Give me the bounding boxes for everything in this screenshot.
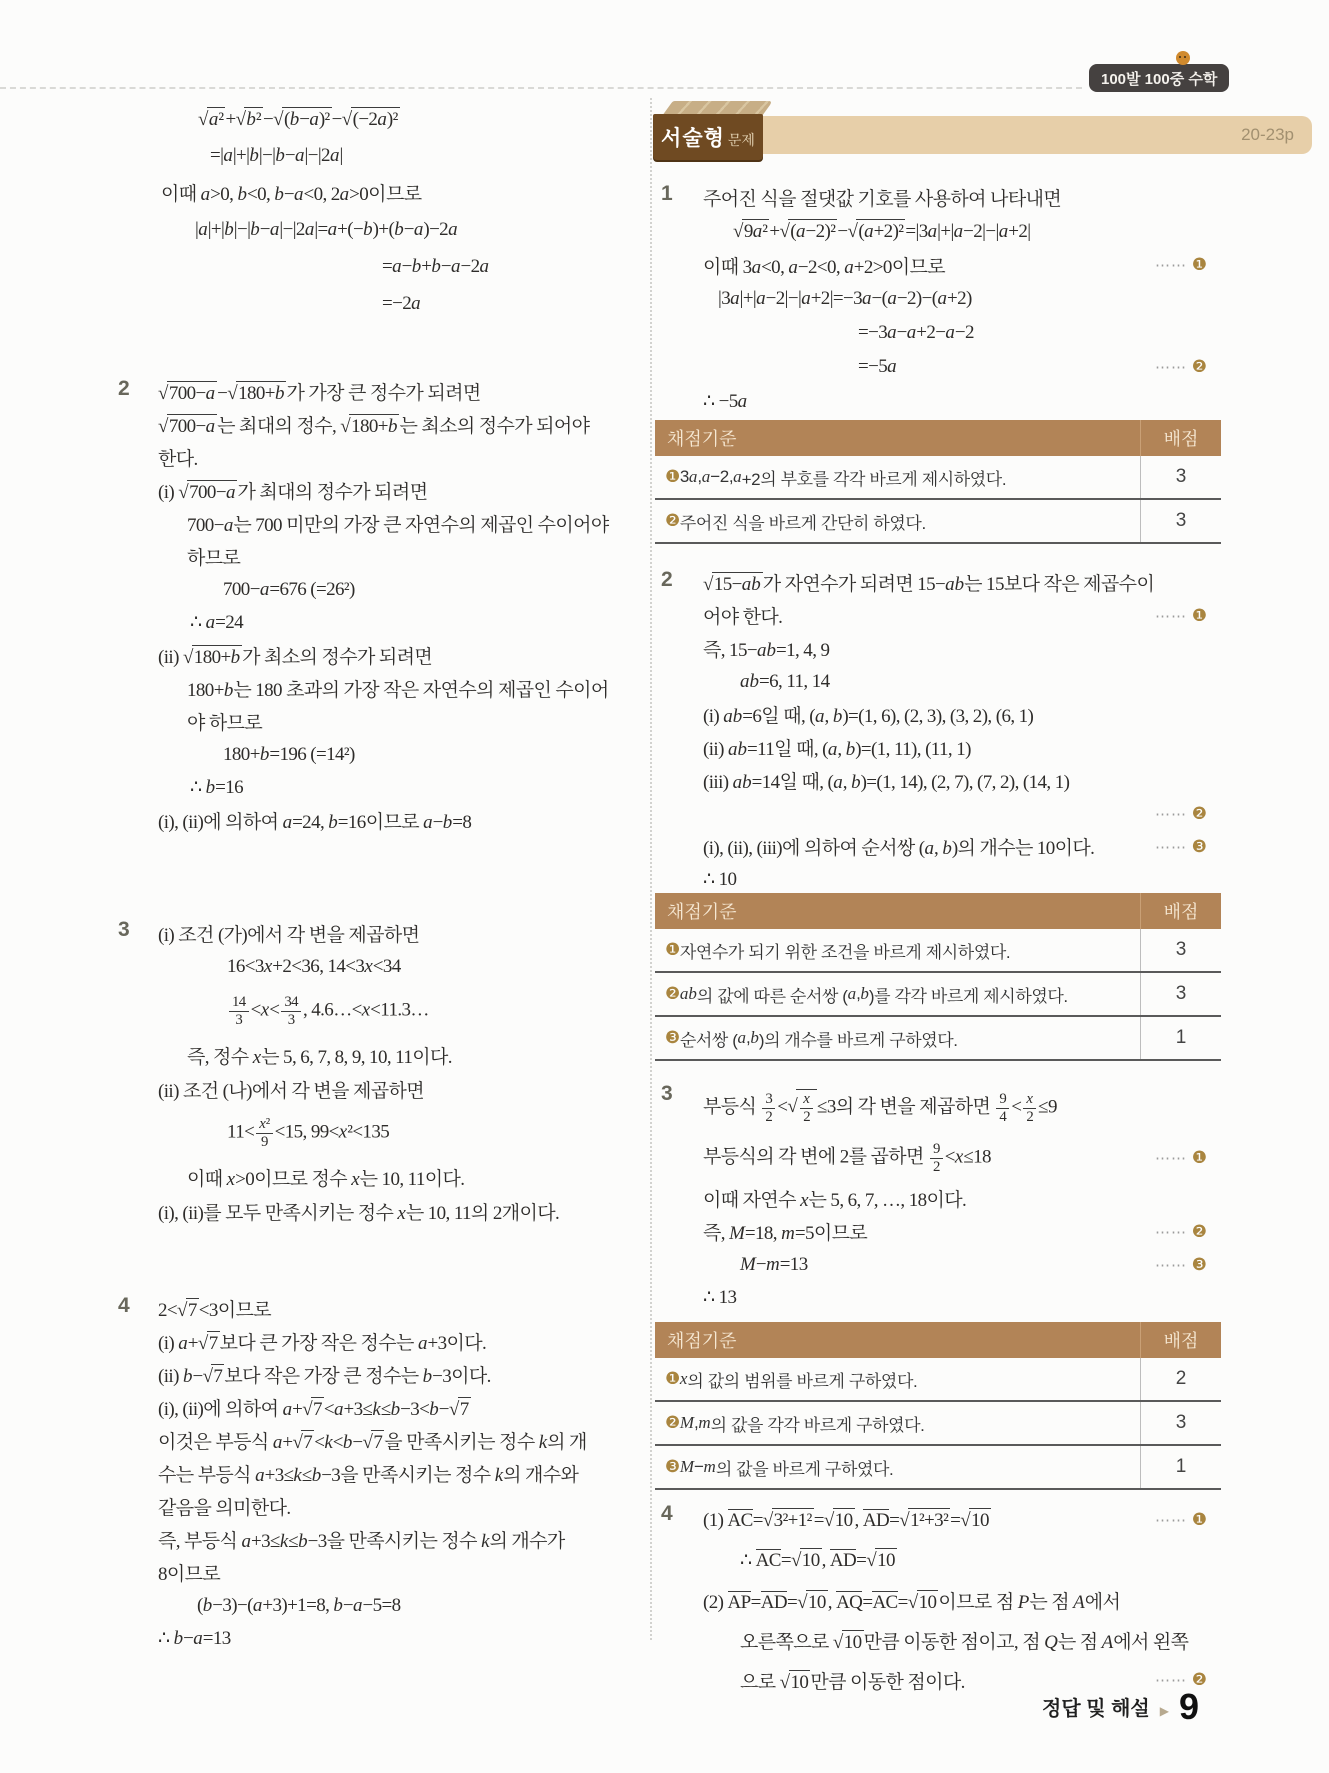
points-value: 3 <box>1140 500 1221 542</box>
scoring-row <box>655 456 1221 500</box>
solution-line <box>0 731 1329 764</box>
line-text: 수는 부등식 a+3≤k≤b−3을 만족시키는 정수 k의 개수와 <box>158 1465 579 1486</box>
line-text: 700−a=676 (=26²) <box>223 578 355 600</box>
problem-number: 3 <box>661 1082 673 1105</box>
scoring-table-3 <box>655 1322 1221 1490</box>
line-text: 주어진 식을 절댓값 기호를 사용하여 나타내면 <box>703 188 1062 210</box>
points-header: 배점 <box>1140 893 1221 929</box>
solution-line <box>0 180 1329 214</box>
points-value: 2 <box>1140 1358 1221 1400</box>
criterion-text: ❸ 순서쌍 ( a , b )의 개수를 바르게 구하였다. <box>665 1028 958 1050</box>
solution-line <box>0 632 1329 665</box>
section-label-main: 서술형 <box>661 127 725 150</box>
step-leader: ⋯⋯ ❶ <box>1155 1510 1208 1530</box>
line-text: ∴ AC=√10 , AD=√10 <box>740 1550 895 1571</box>
line-text: 으로 √10 만큼 이동한 점이다. <box>740 1671 965 1693</box>
scoring-row <box>655 973 1221 1017</box>
solution-line <box>0 764 1329 797</box>
solution-line <box>0 1248 1329 1281</box>
solution-line <box>0 1281 1329 1314</box>
line-text: 이때 3a<0, a−2<0, a+2>0이므로 <box>703 256 946 278</box>
step-leader: ⋯⋯ ❷ <box>1155 1670 1208 1690</box>
scoring-table-header <box>655 1322 1221 1358</box>
solution-line <box>0 214 1329 248</box>
solution-line <box>0 137 1329 174</box>
step-leader: ⋯⋯ ❶ <box>1155 605 1208 626</box>
line-text: 이때 자연수 x는 5, 6, 7, …, 18이다. <box>703 1190 967 1211</box>
scoring-row <box>655 1446 1221 1490</box>
criteria-header: 채점기준 <box>667 902 737 922</box>
line-text: 같음을 의미한다. <box>158 1498 291 1519</box>
line-text: ∴ a=24 <box>190 612 244 633</box>
points-value: 3 <box>1140 973 1221 1015</box>
points-value: 3 <box>1140 1402 1221 1444</box>
line-text: (b−3)−(a+3)+1=8, b−a−5=8 <box>197 1594 401 1616</box>
line-text: √700−a 는 최대의 정수, √180+b 는 최소의 정수가 되어야 <box>158 416 590 437</box>
solution-line <box>0 1580 1329 1620</box>
scoring-row <box>655 1017 1221 1061</box>
line-text: (2) AP=AD=√10 , AQ=AC=√10 이므로 점 P는 점 A에서 <box>703 1591 1121 1613</box>
line-text: 즉, 부등식 a+3≤k≤b−3을 만족시키는 정수 k의 개수가 <box>158 1531 565 1552</box>
mascot-icon <box>1176 51 1190 65</box>
solution-line <box>0 1080 1329 1134</box>
line-text: 700−a는 700 미만의 가장 큰 자연수의 제곱인 수이어야 <box>187 515 609 536</box>
criterion-text: ❷ ab 의 값에 따른 순서쌍 ( a , b )를 각각 바르게 제시하였다. <box>665 984 1068 1006</box>
solution-line <box>0 316 1329 350</box>
line-text: ∴ −5a <box>703 390 748 412</box>
step-leader: ⋯⋯ ❷ <box>1155 357 1208 377</box>
line-text: 8이므로 <box>158 1564 221 1585</box>
solution-lines <box>0 1500 1329 1700</box>
line-text: =−2a <box>382 292 421 314</box>
line-text: (i) a+√7 보다 큰 가장 작은 정수는 a+3이다. <box>158 1333 487 1354</box>
line-text: (i), (ii), (iii)에 의하여 순서쌍 (a, b)의 개수는 10이다. <box>703 838 1095 859</box>
problem-number: 4 <box>118 1294 130 1317</box>
scoring-rows <box>655 456 1221 544</box>
problem-number: 4 <box>661 1502 673 1525</box>
line-text: (i) √700−a 가 최대의 정수가 되려면 <box>158 482 428 503</box>
criterion-text: ❶ 3 a , a −2, a +2의 부호를 각각 바르게 제시하였다. <box>665 467 1007 489</box>
solution-line <box>0 1182 1329 1215</box>
points-value: 1 <box>1140 1017 1221 1059</box>
solution-line <box>0 350 1329 384</box>
line-text: √15−ab 가 자연수가 되려면 15−ab는 15보다 작은 제곱수이 <box>703 574 1155 595</box>
problem-number: 1 <box>661 182 673 205</box>
solution-line <box>0 1540 1329 1580</box>
right-problem-3 <box>0 1080 1329 1314</box>
criterion-text: ❸ M − m 의 값을 바르게 구하였다. <box>665 1457 894 1479</box>
line-text: 오른쪽으로 √10 만큼 이동한 점이고, 점 Q는 점 A에서 왼쪽 <box>740 1631 1189 1653</box>
line-text: 2<√7 <3이므로 <box>158 1300 272 1321</box>
page-footer <box>1042 1686 1199 1727</box>
scoring-rows <box>655 1358 1221 1490</box>
solution-line <box>0 384 1329 418</box>
solution-line <box>0 797 1329 830</box>
line-text: (ii) √180+b 가 최소의 정수가 되려면 <box>158 647 433 668</box>
scoring-table-1 <box>655 420 1221 544</box>
solution-line <box>0 863 1329 896</box>
line-text: 부등식 $\frac{3}{2}$ <√ $\frac{x}{2}$ ≤3의 각 변을 제곱하면 $\frac{9}{4}$ < $\frac{x}{2}$ ≤9 <box>703 1090 1057 1125</box>
line-text: 하므로 <box>187 548 241 569</box>
step-leader: ⋯⋯ ❷ <box>1155 803 1208 824</box>
criteria-header: 채점기준 <box>667 429 737 449</box>
line-text: =−5a <box>858 356 897 377</box>
step-leader: ⋯⋯ ❶ <box>1155 1148 1208 1168</box>
line-text: (i), (ii)를 모두 만족시키는 정수 x는 10, 11의 2개이다. <box>158 1202 560 1224</box>
line-text: 180+b=196 (=14²) <box>223 743 355 765</box>
solution-lines <box>0 180 1329 418</box>
line-text: 즉, M=18, m=5이므로 <box>703 1223 868 1244</box>
footer-arrow-icon: ▶ <box>1159 1704 1169 1718</box>
solution-line <box>0 1215 1329 1248</box>
problem-number: 2 <box>661 568 673 591</box>
line-text: 이것은 부등식 a+√7 <k<b−√7 을 만족시키는 정수 k의 개 <box>158 1432 587 1453</box>
line-text: $\frac{14}{3}$ <x< $\frac{34}{3}$ , 4.6…<x<11.3… <box>227 994 429 1028</box>
line-text: ∴ 10 <box>703 869 737 890</box>
solution-line <box>0 830 1329 863</box>
points-value: 3 <box>1140 929 1221 971</box>
line-text: 야 하므로 <box>187 713 263 734</box>
scoring-row <box>655 1402 1221 1446</box>
solution-lines <box>0 1080 1329 1314</box>
problem-number: 3 <box>118 918 130 941</box>
criterion-text: ❷ M , m 의 값을 각각 바르게 구하였다. <box>665 1413 925 1435</box>
solution-line <box>0 1620 1329 1660</box>
line-text: √a² +√b² −√(b−a)² −√(−2a)² <box>198 108 398 130</box>
line-text: M−m=13 <box>740 1253 808 1275</box>
line-text: (ii) ab=11일 때, (a, b)=(1, 11), (11, 1) <box>703 739 971 760</box>
criterion-text: ❶ x 의 값의 범위를 바르게 구하였다. <box>665 1369 918 1391</box>
right-problem-1 <box>0 180 1329 418</box>
scoring-table-2 <box>655 893 1221 1061</box>
scoring-table-header <box>655 893 1221 929</box>
line-text: (i) 조건 (가)에서 각 변을 제곱하면 <box>158 924 420 946</box>
line-text: ∴ b=16 <box>190 777 244 798</box>
line-text: 180+b는 180 초과의 가장 작은 자연수의 제곱인 수이어 <box>187 680 609 701</box>
line-text: ab=6, 11, 14 <box>740 670 830 692</box>
step-leader: ⋯⋯ ❷ <box>1155 1221 1208 1242</box>
line-text: 이때 x>0이므로 정수 x는 10, 11이다. <box>187 1168 465 1190</box>
footer-label: 정답 및 해설 <box>1042 1698 1150 1720</box>
line-text: 11< $\frac{\text{x²}}{9}$ <15, 99<x²<135 <box>227 1115 390 1150</box>
line-text: =−3a−a+2−a−2 <box>858 322 974 343</box>
line-text: (i), (ii)에 의하여 a=24, b=16이므로 a−b=8 <box>158 812 472 833</box>
line-text: 이때 a>0, b<0, b−a<0, 2a>0이므로 <box>161 184 422 205</box>
solution-line <box>0 599 1329 632</box>
step-leader: ⋯⋯ ❸ <box>1155 1254 1208 1275</box>
line-text: =a−b+b−a−2a <box>382 255 490 277</box>
line-text: |3a|+|a−2|−|a+2|=−3a−(a−2)−(a+2) <box>718 288 972 309</box>
line-text: ∴ b−a=13 <box>158 1628 231 1649</box>
line-text: 한다. <box>158 449 198 470</box>
solution-line <box>0 248 1329 282</box>
line-text: 16<3x+2<36, 14<3x<34 <box>227 956 401 977</box>
scoring-row <box>655 500 1221 544</box>
brand-badge-label: 100발 100중 수학 <box>1101 70 1218 88</box>
line-text: ∴ 13 <box>703 1287 737 1308</box>
scoring-rows <box>655 929 1221 1061</box>
points-value: 1 <box>1140 1446 1221 1488</box>
line-text: √700−a −√180+b 가 가장 큰 정수가 되려면 <box>158 383 481 404</box>
line-text: 즉, 정수 x는 5, 6, 7, 8, 9, 10, 11이다. <box>187 1046 452 1068</box>
top-dashed-divider <box>0 87 1082 89</box>
line-text: 부등식의 각 변에 2를 곱하면 $\frac{9}{2}$ <x≤18 <box>703 1140 991 1175</box>
line-text: 즉, 15−ab=1, 4, 9 <box>703 640 830 661</box>
line-text: 어야 한다. <box>703 607 783 628</box>
solution-line <box>0 1134 1329 1182</box>
section-label-sub: 문제 <box>727 132 755 148</box>
criteria-header: 채점기준 <box>667 1331 737 1351</box>
solution-line <box>0 665 1329 698</box>
points-value: 3 <box>1140 456 1221 498</box>
criterion-text: ❶ 자연수가 되기 위한 조건을 바르게 제시하였다. <box>665 940 1011 962</box>
solution-line <box>0 282 1329 316</box>
line-text: =|a|+|b|−|b−a|−|2a| <box>210 144 343 166</box>
line-text: |a|+|b|−|b−a|−|2a|=a+(−b)+(b−a)−2a <box>195 218 458 240</box>
brand-badge <box>1089 64 1229 92</box>
scoring-row <box>655 1358 1221 1402</box>
right-problem-2 <box>0 566 1329 896</box>
line-text: (ii) b−√7 보다 작은 가장 큰 정수는 b−3이다. <box>158 1366 491 1387</box>
line-text: (i) ab=6일 때, (a, b)=(1, 6), (2, 3), (3, 2), (6, 1) <box>703 706 1034 727</box>
solution-line <box>0 698 1329 731</box>
solution-line <box>0 1500 1329 1540</box>
points-header: 배점 <box>1140 1322 1221 1358</box>
problem-number: 2 <box>118 377 130 400</box>
line-text: (1) AC=√3²+1² =√10 , AD=√1²+3² =√10 <box>703 1510 989 1531</box>
scoring-row <box>655 929 1221 973</box>
line-text: (iii) ab=14일 때, (a, b)=(1, 14), (2, 7), (7, 2), (14, 1) <box>703 772 1070 793</box>
step-leader: ⋯⋯ ❸ <box>1155 836 1208 857</box>
line-text: √9a² +√(a−2)² −√(a+2)² =|3a|+|a−2|−|a+2| <box>733 221 1031 242</box>
page-range: 20-23p <box>1241 125 1294 144</box>
solution-line <box>0 566 1329 599</box>
scoring-table-header <box>655 420 1221 456</box>
criterion-text: ❷ 주어진 식을 바르게 간단히 하였다. <box>665 511 926 533</box>
right-problem-4 <box>0 1500 1329 1700</box>
points-header: 배점 <box>1140 420 1221 456</box>
solution-lines <box>0 566 1329 896</box>
line-text: (i), (ii)에 의하여 a+√7 <a+3≤k≤b−3<b−√7 <box>158 1399 469 1420</box>
page-number: 9 <box>1178 1686 1199 1727</box>
solution-line <box>0 100 1329 137</box>
step-leader: ⋯⋯ ❶ <box>1155 255 1208 275</box>
line-text: (ii) 조건 (나)에서 각 변을 제곱하면 <box>158 1080 425 1102</box>
